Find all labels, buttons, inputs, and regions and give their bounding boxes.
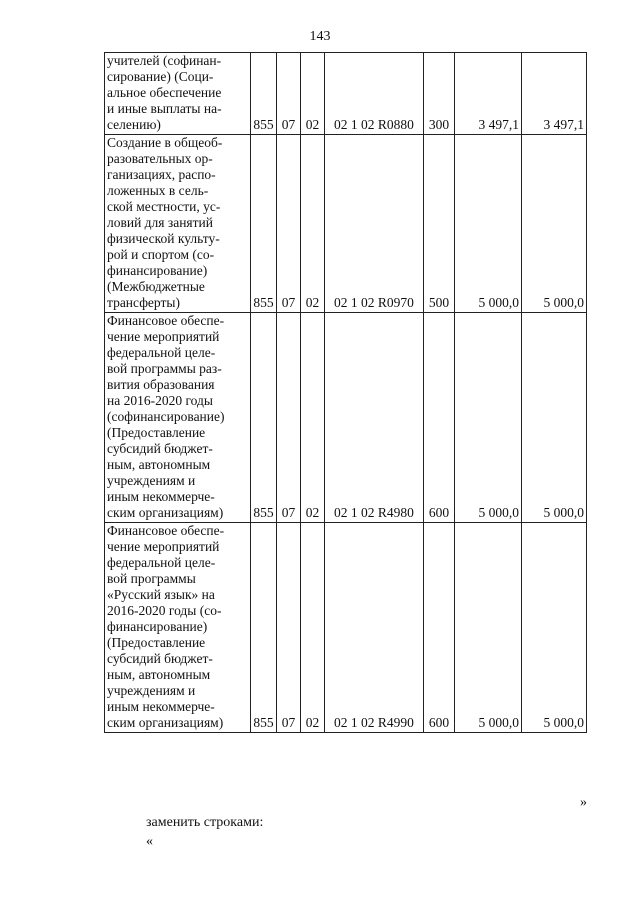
- description-line: (Предоставление: [107, 635, 206, 650]
- description-line: Создание в общеоб-: [107, 135, 223, 150]
- description-line: ганизациях, распо-: [107, 167, 216, 182]
- description-line: иным некоммерче-: [107, 699, 215, 714]
- expense-type-cell: 500: [424, 135, 455, 313]
- description-line: сирование) (Соци-: [107, 69, 214, 84]
- description-line: ским организациям): [107, 505, 224, 520]
- description-line: чение мероприятий: [107, 539, 220, 554]
- description-cell: [105, 53, 251, 135]
- ministry-code-cell: 855: [251, 523, 277, 733]
- table-row: [105, 523, 587, 733]
- description-line: Финансовое обеспе-: [107, 523, 225, 538]
- description-line: иным некоммерче-: [107, 489, 215, 504]
- target-article-cell: 02 1 02 R0880: [325, 53, 424, 135]
- target-article-cell: 02 1 02 R4990: [325, 523, 424, 733]
- description-line: финансирование): [107, 263, 208, 278]
- page-number: 143: [309, 29, 331, 44]
- amount-cell: 5 000,0: [455, 313, 522, 523]
- amount-cell: 5 000,0: [522, 313, 587, 523]
- subsection-code-cell: 02: [301, 523, 325, 733]
- description-line: вой программы раз-: [107, 361, 222, 376]
- description-line: ным, автономным: [107, 457, 211, 472]
- subsection-code-cell: 02: [301, 313, 325, 523]
- section-code-cell: 07: [277, 523, 301, 733]
- description-line: 2016-2020 годы (со-: [107, 603, 222, 618]
- description-line: (Межбюджетные: [107, 279, 205, 294]
- description-line: федеральной целе-: [107, 345, 216, 360]
- description-line: учителей (софинан-: [107, 53, 222, 68]
- amount-cell: 5 000,0: [455, 523, 522, 733]
- section-code-cell: 07: [277, 135, 301, 313]
- description-line: и иные выплаты на-: [107, 101, 222, 116]
- description-line: разовательных ор-: [107, 151, 213, 166]
- description-line: учреждениям и: [107, 683, 196, 698]
- target-article-cell: 02 1 02 R0970: [325, 135, 424, 313]
- description-line: «Русский язык» на: [107, 587, 215, 602]
- description-line: ловий для занятий: [107, 215, 213, 230]
- description-line: ским организациям): [107, 715, 224, 730]
- description-line: вой программы: [107, 571, 196, 586]
- description-line: Финансовое обеспе-: [107, 313, 225, 328]
- description-line: рой и спортом (со-: [107, 247, 215, 262]
- description-cell: [105, 313, 251, 523]
- table-row: [105, 313, 587, 523]
- description-line: ской местности, ус-: [107, 199, 221, 214]
- description-line: физической культу-: [107, 231, 220, 246]
- description-line: вития образования: [107, 377, 215, 392]
- description-cell: [105, 135, 251, 313]
- ministry-code-cell: 855: [251, 53, 277, 135]
- target-article-cell: 02 1 02 R4980: [325, 313, 424, 523]
- expense-type-cell: 300: [424, 53, 455, 135]
- subsection-code-cell: 02: [301, 135, 325, 313]
- description-line: субсидий бюджет-: [107, 651, 213, 666]
- section-code-cell: 07: [277, 53, 301, 135]
- budget-table: [104, 52, 587, 733]
- description-line: финансирование): [107, 619, 208, 634]
- replace-with-rows-text: заменить строками:: [146, 815, 264, 830]
- description-line: (софинансирование): [107, 409, 225, 424]
- description-line: федеральной целе-: [107, 555, 216, 570]
- section-code-cell: 07: [277, 313, 301, 523]
- table-row: [105, 53, 587, 135]
- ministry-code-cell: 855: [251, 313, 277, 523]
- expense-type-cell: 600: [424, 313, 455, 523]
- amount-cell: 5 000,0: [455, 135, 522, 313]
- description-line: субсидий бюджет-: [107, 441, 213, 456]
- description-line: альное обеспечение: [107, 85, 222, 100]
- description-line: ным, автономным: [107, 667, 211, 682]
- description-line: селению): [107, 117, 161, 132]
- ministry-code-cell: 855: [251, 135, 277, 313]
- opening-quote: «: [146, 834, 153, 849]
- description-line: трансферты): [107, 295, 180, 310]
- subsection-code-cell: 02: [301, 53, 325, 135]
- amount-cell: 5 000,0: [522, 135, 587, 313]
- description-line: ложенных в сель-: [107, 183, 209, 198]
- description-line: учреждениям и: [107, 473, 196, 488]
- closing-quote: »: [580, 795, 587, 810]
- expense-type-cell: 600: [424, 523, 455, 733]
- amount-cell: 3 497,1: [455, 53, 522, 135]
- description-line: чение мероприятий: [107, 329, 220, 344]
- amount-cell: 5 000,0: [522, 523, 587, 733]
- table-row: [105, 135, 587, 313]
- description-line: на 2016-2020 годы: [107, 393, 213, 408]
- table-body: [105, 53, 587, 733]
- description-line: (Предоставление: [107, 425, 206, 440]
- amount-cell: 3 497,1: [522, 53, 587, 135]
- description-cell: [105, 523, 251, 733]
